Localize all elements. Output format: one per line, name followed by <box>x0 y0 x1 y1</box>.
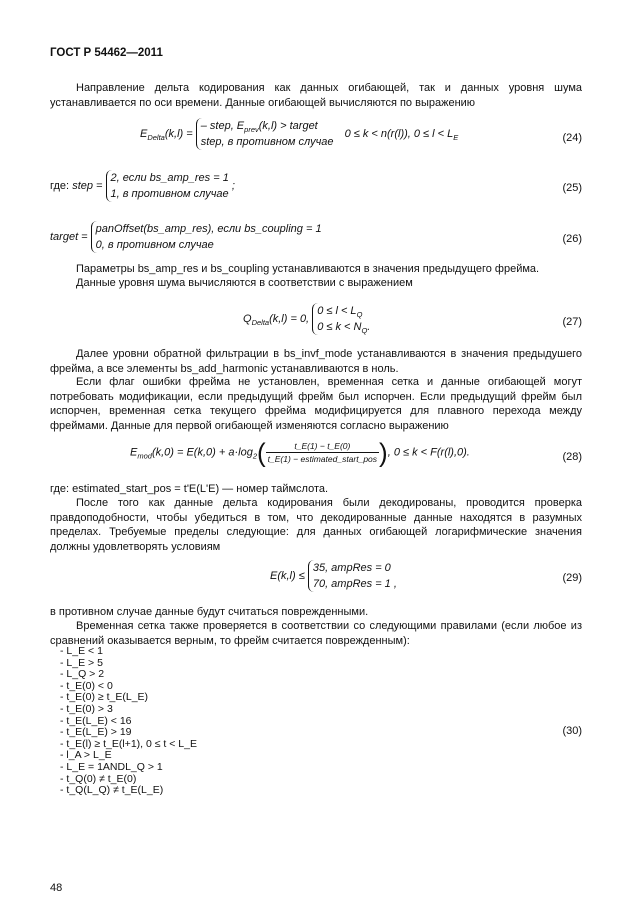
eq28-denominator: t_E(1) − estimated_start_pos <box>267 454 378 464</box>
equation-26 <box>50 221 322 253</box>
eq27-case2: 0 ≤ k < N <box>317 321 362 333</box>
condition-item: - t_Q(L_Q) ≠ t_E(L_E) <box>60 784 164 797</box>
eq24-args: (k,l) = <box>164 127 193 140</box>
paragraph-estimated-start: где: estimated_start_pos = t'E(L'E) — номер таймслота. <box>50 483 329 495</box>
condition-item: - L_Q > 2 <box>60 668 105 681</box>
paragraph-time-grid: Временная сетка также проверяется в соответствии со следующими правилами (если любое из сравнений оказывается верным, то фрейм считается поврежденным): <box>50 620 582 647</box>
paragraph-params: Параметры bs_amp_res и bs_coupling устанавливаются в значения предыдущего фрейма. <box>76 263 540 275</box>
equation-25: где: step = 2, если bs_amp_res = 1 1, в противном случае ; <box>50 172 235 200</box>
eq27-case2-sub: Q <box>361 326 368 336</box>
equation-number-29: (29) <box>562 572 582 584</box>
condition-item: - t_E(l) ≥ t_E(l+1), 0 ≤ t < L_E <box>60 737 197 750</box>
equation-number-27: (27) <box>562 316 582 328</box>
paragraph-invf: Далее уровни обратной фильтрации в bs_invf_mode устанавливаются в значения предыдушего фрейма, а все элементы bs_add_harmonic устанавливаются в ноль. <box>50 348 582 375</box>
paragraph-noise: Данные уровня шума вычисляются в соответствии с выражением <box>76 277 413 289</box>
equation-27: $Q_{Delta}(k,l) = 0$, $0 \le l < L_Q$ $0 \le k < N_Q$. <box>243 305 371 336</box>
eq28-numerator: t_E(1) − t_E(0) <box>266 441 379 453</box>
eq25-prefix: где: <box>50 179 70 192</box>
eq29-case1: 35, ampRes = 0 <box>312 562 391 574</box>
equation-number-26: (26) <box>562 233 582 245</box>
eq28-lhs: E <box>130 446 138 459</box>
paragraph-frame-error: Если флаг ошибки фрейма не установлен, временная сетка и данные огибающей могут потребовать модификации, если предыдущий фрейм был испорчен. Если предыдущий фрейм был испорчен, временная сетка текущего фрейма модифицируется для плавного перехода между фреймами. Данные для первой огибающей изменяются согласно выражению <box>50 376 582 432</box>
condition-item: - t_Q(0) ≠ t_E(0) <box>60 772 137 785</box>
condition-item: - t_E(0) > 3 <box>60 702 113 715</box>
eq24-case2: step, в противном случае <box>200 136 334 148</box>
document-header: ГОСТ Р 54462—2011 <box>50 47 163 59</box>
paragraph-validation: После того как данные дельта кодирования были декодированы, проводится проверка правдоподобности, чтобы убедиться в том, что декодированные данные находятся в разумных пределах. Требуемые пределы следующие: для данных огибающей логарифмические значения должны удовлетворять условиям <box>50 497 582 553</box>
eq28-log-sub: 2 <box>252 451 257 461</box>
eq27-lhs: Q <box>243 312 252 325</box>
eq27-args: (k,l) = 0, <box>269 312 310 325</box>
eq24-case1-sub: prev <box>244 125 259 135</box>
equation-number-24: (24) <box>562 132 582 144</box>
eq24-lhs: E <box>140 127 148 140</box>
equation-28: $E_{mod}(k,0) = E(k,0) + a\cdot\log_2$( $\frac{t\_E(1) - t\_E(0)}{\text{t\_E(1) − estimated\_start\_pos}}$ ), 0 ≤ k < F(r(l),0). <box>130 437 470 468</box>
eq24-sub: Delta <box>147 133 165 143</box>
eq24-cond-sub: E <box>453 133 459 143</box>
condition-item: - l_A > L_E <box>60 749 112 762</box>
eq26-case2: 0, в противном случае <box>95 239 214 251</box>
paragraph-damaged: в противном случае данные будут считаться поврежденными. <box>50 606 369 618</box>
eq29-lhs: E(k,l) ≤ <box>270 569 305 582</box>
eq27-case1: 0 ≤ l < L <box>317 305 357 317</box>
page-number: 48 <box>50 882 63 894</box>
eq25-lhs: step = <box>72 179 103 192</box>
condition-item: - t_E(0) ≥ t_E(L_E) <box>60 691 149 704</box>
condition-item: - t_E(0) < 0 <box>60 679 113 692</box>
eq28-cond: 0 ≤ k < F(r(l),0). <box>393 446 470 459</box>
condition-item: - L_E > 5 <box>60 656 103 669</box>
eq24-cond: 0 ≤ k < n(r(l)), 0 ≤ l < L <box>344 127 454 140</box>
condition-item: - t_E(L_E) > 19 <box>60 726 132 739</box>
equation-number-30: (30) <box>562 725 582 737</box>
eq27-sub: Delta <box>251 318 270 328</box>
eq24-case1: – step, E <box>200 120 245 132</box>
equation-number-28: (28) <box>562 451 582 463</box>
eq26-lhs: target = <box>50 230 88 243</box>
eq29-case2: 70, ampRes = 1 <box>312 578 391 590</box>
eq28-sub: mod <box>137 451 152 461</box>
eq27-case1-sub: Q <box>356 310 363 320</box>
equation-29: E(k,l) ≤ 35, ampRes = 0 70, ampRes = 1 , <box>270 562 397 590</box>
eq25-case1: 2, если bs_amp_res = 1 <box>110 172 229 184</box>
eq28-body: (k,0) = E(k,0) + a·log <box>151 446 253 459</box>
condition-item: - L_E = 1ANDL_Q > 1 <box>60 760 163 773</box>
condition-item: - t_E(L_E) < 16 <box>60 714 132 727</box>
eq25-case2: 1, в противном случае <box>110 188 229 200</box>
condition-item: - L_E < 1 <box>60 645 103 657</box>
eq26-case1: panOffset(bs_amp_res), если bs_coupling = 1 <box>95 223 322 235</box>
condition-list <box>60 646 197 797</box>
equation-number-25: (25) <box>562 182 582 194</box>
equation-24 <box>140 118 458 150</box>
paragraph-intro: Направление дельта кодирования как данных огибающей, так и данных уровня шума устанавливается по оси времени. Данные огибающей вычисляются по выражению <box>50 82 582 109</box>
eq24-case1-tail: (k,l) > target <box>258 120 318 132</box>
